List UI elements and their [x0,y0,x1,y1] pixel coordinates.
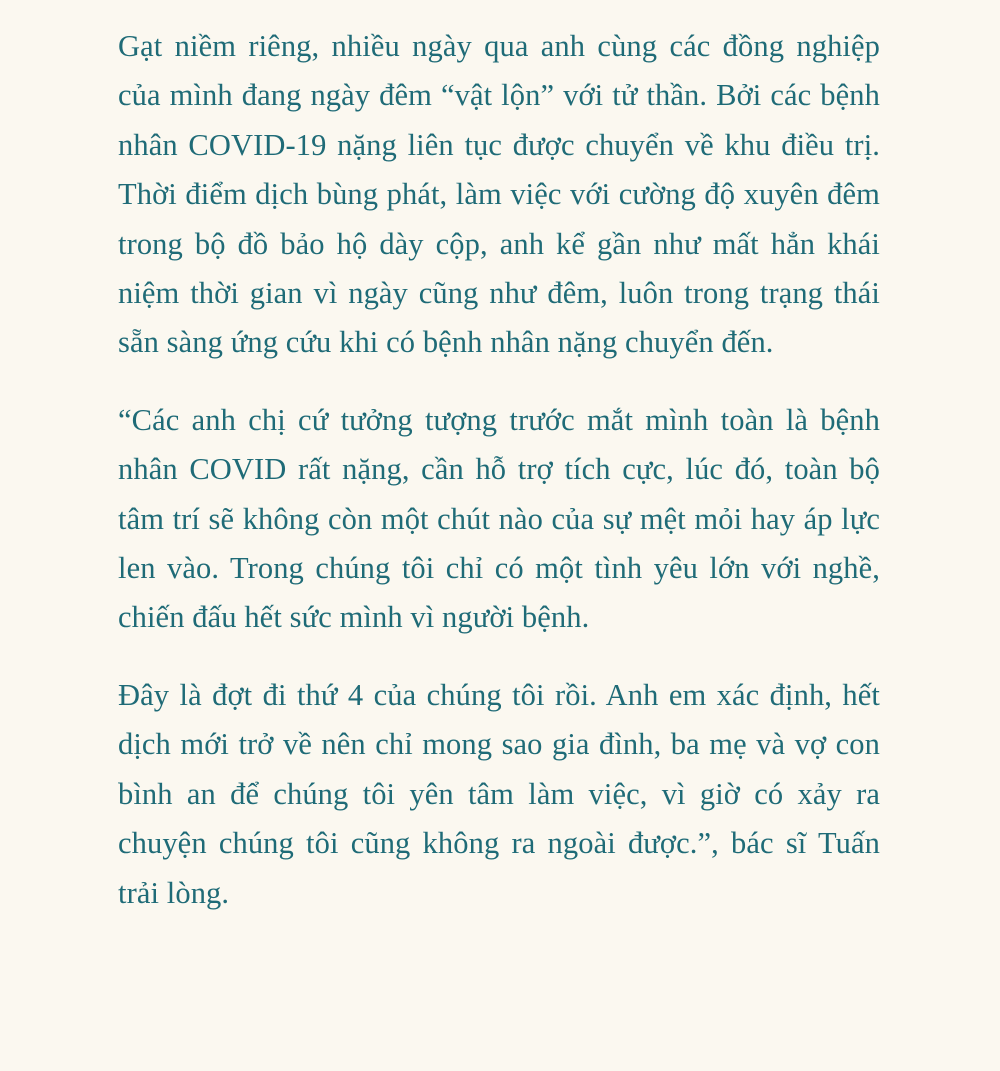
article-paragraph: Đây là đợt đi thứ 4 của chúng tôi rồi. Anh em xác định, hết dịch mới trở về nên chỉ mong sao gia đình, ba mẹ và vợ con bình an để chúng tôi yên tâm làm việc, vì giờ có xảy ra chuyện chúng tôi cũng không ra ngoài được.”, bác sĩ Tuấn trải lòng. [118,677,880,910]
article-paragraph: “Các anh chị cứ tưởng tượng trước mắt mình toàn là bệnh nhân COVID rất nặng, cần hỗ trợ tích cực, lúc đó, toàn bộ tâm trí sẽ không còn một chút nào của sự mệt mỏi hay áp lực len vào. Trong chúng tôi chỉ có một tình yêu lớn với nghề, chiến đấu hết sức mình vì người bệnh. [118,402,880,635]
article-paragraph: Gạt niềm riêng, nhiều ngày qua anh cùng các đồng nghiệp của mình đang ngày đêm “vật lộn” với tử thần. Bởi các bệnh nhân COVID-19 nặng liên tục được chuyển về khu điều trị. Thời điểm dịch bùng phát, làm việc với cường độ xuyên đêm trong bộ đồ bảo hộ dày cộp, anh kể gần như mất hẳn khái niệm thời gian vì ngày cũng như đêm, luôn trong trạng thái sẵn sàng ứng cứu khi có bệnh nhân nặng chuyển đến. [118,29,880,360]
